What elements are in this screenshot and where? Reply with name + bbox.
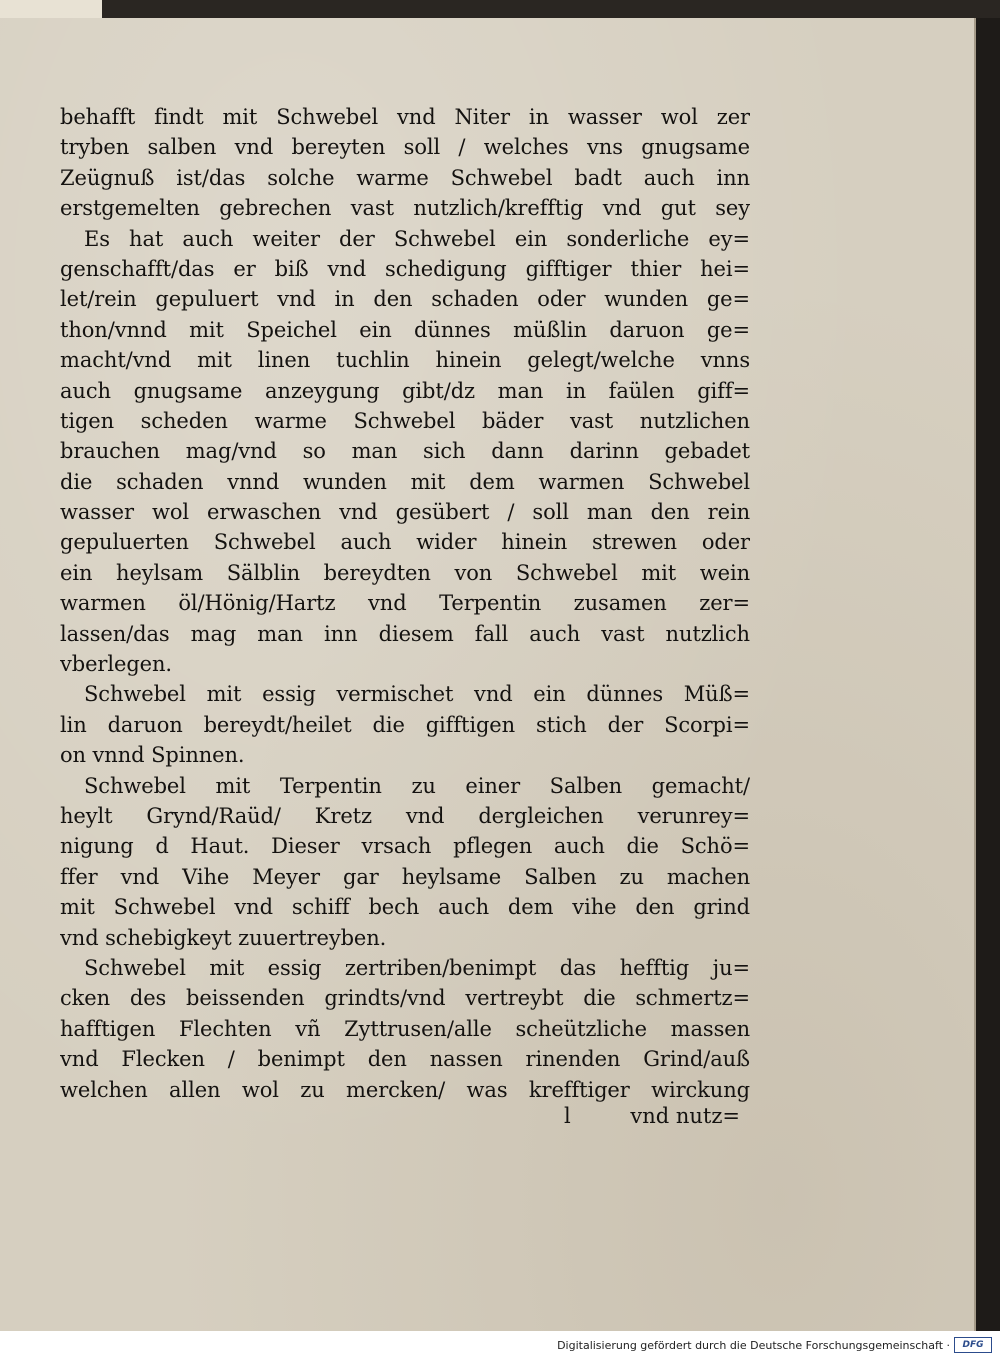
text-line: macht/vnd mit linen tuchlin hinein gelegt/welche vnns	[60, 348, 750, 373]
text-line: tryben salben vnd bereyten soll / welches vns gnugsame	[60, 135, 750, 160]
dfg-logo: DFG	[954, 1337, 992, 1353]
text-line: auch gnugsame anzeygung gibt/dz man in faülen giff=	[60, 378, 750, 403]
text-line: tigen scheden warme Schwebel bäder vast nutzlichen	[60, 408, 750, 433]
text-line: behafft findt mit Schwebel vnd Niter in wasser wol zer	[60, 105, 750, 129]
text-line: mit Schwebel vnd schiff bech auch dem vihe den grind	[60, 895, 750, 920]
scan-top-border	[0, 0, 1000, 18]
text-line: thon/vnnd mit Speichel ein dünnes müßlin daruon ge=	[60, 317, 750, 342]
text-line: lassen/das mag man inn diesem fall auch vast nutzlich	[60, 621, 750, 646]
text-line: brauchen mag/vnd so man sich dann darinn gebadet	[60, 439, 750, 464]
text-line: on vnnd Spinnen.	[60, 743, 245, 768]
text-line: genschafft/das er biß vnd schedigung gifftiger thier hei=	[60, 256, 750, 281]
text-line: Schwebel mit Terpentin zu einer Salben gemacht/	[84, 773, 750, 798]
text-line: heylt Grynd/Raüd/ Kretz vnd dergleichen verunrey=	[60, 803, 750, 828]
text-line: erstgemelten gebrechen vast nutzlich/krefftig vnd gut sey	[60, 196, 750, 221]
text-line: hafftigen Flechten vñ Zyttrusen/alle scheützliche massen	[60, 1016, 750, 1041]
catchword: vnd nutz=	[630, 1104, 740, 1128]
page-text-block	[60, 102, 750, 1105]
text-line: welchen allen wol zu mercken/ was krefftiger wirckung	[60, 1077, 750, 1102]
page-foot-row	[60, 1104, 750, 1138]
text-line: let/rein gepuluert vnd in den schaden oder wunden ge=	[60, 287, 750, 312]
text-line: vberlegen.	[60, 652, 172, 677]
funding-credit: Digitalisierung gefördert durch die Deutsche Forschungsgemeinschaft ·	[557, 1339, 950, 1352]
text-line: Zeügnuß ist/das solche warme Schwebel badt auch inn	[60, 165, 750, 190]
text-line: warmen öl/Hönig/Hartz vnd Terpentin zusamen zer=	[60, 591, 750, 616]
text-line: vnd schebigkeyt zuuertreyben.	[60, 925, 387, 950]
text-line: gepuluerten Schwebel auch wider hinein strewen oder	[60, 530, 750, 555]
text-line: wasser wol erwaschen vnd gesübert / soll man den rein	[60, 500, 750, 525]
text-line: cken des beissenden grindts/vnd vertreybt die schmertz=	[60, 986, 750, 1011]
text-line: Es hat auch weiter der Schwebel ein sonderliche ey=	[84, 226, 750, 251]
signature-mark: l	[564, 1104, 571, 1128]
text-line: ein heylsam Sälblin bereydten von Schwebel mit wein	[60, 560, 750, 585]
text-line: lin daruon bereydt/heilet die gifftigen stich der Scorpi=	[60, 712, 750, 737]
scan-top-notch	[0, 0, 102, 18]
text-line: vnd Flecken / benimpt den nassen rinenden Grind/auß	[60, 1047, 750, 1072]
text-line: Schwebel mit essig vermischet vnd ein dünnes Müß=	[84, 682, 750, 707]
text-line: nigung d Haut. Dieser vrsach pflegen auch die Schö=	[60, 834, 750, 859]
text-line: Schwebel mit essig zertriben/benimpt das hefftig ju=	[84, 955, 750, 980]
text-line: die schaden vnnd wunden mit dem warmen Schwebel	[60, 469, 750, 494]
text-line: ffer vnd Vihe Meyer gar heylsame Salben zu machen	[60, 864, 750, 889]
digitization-footer	[0, 1331, 1000, 1359]
